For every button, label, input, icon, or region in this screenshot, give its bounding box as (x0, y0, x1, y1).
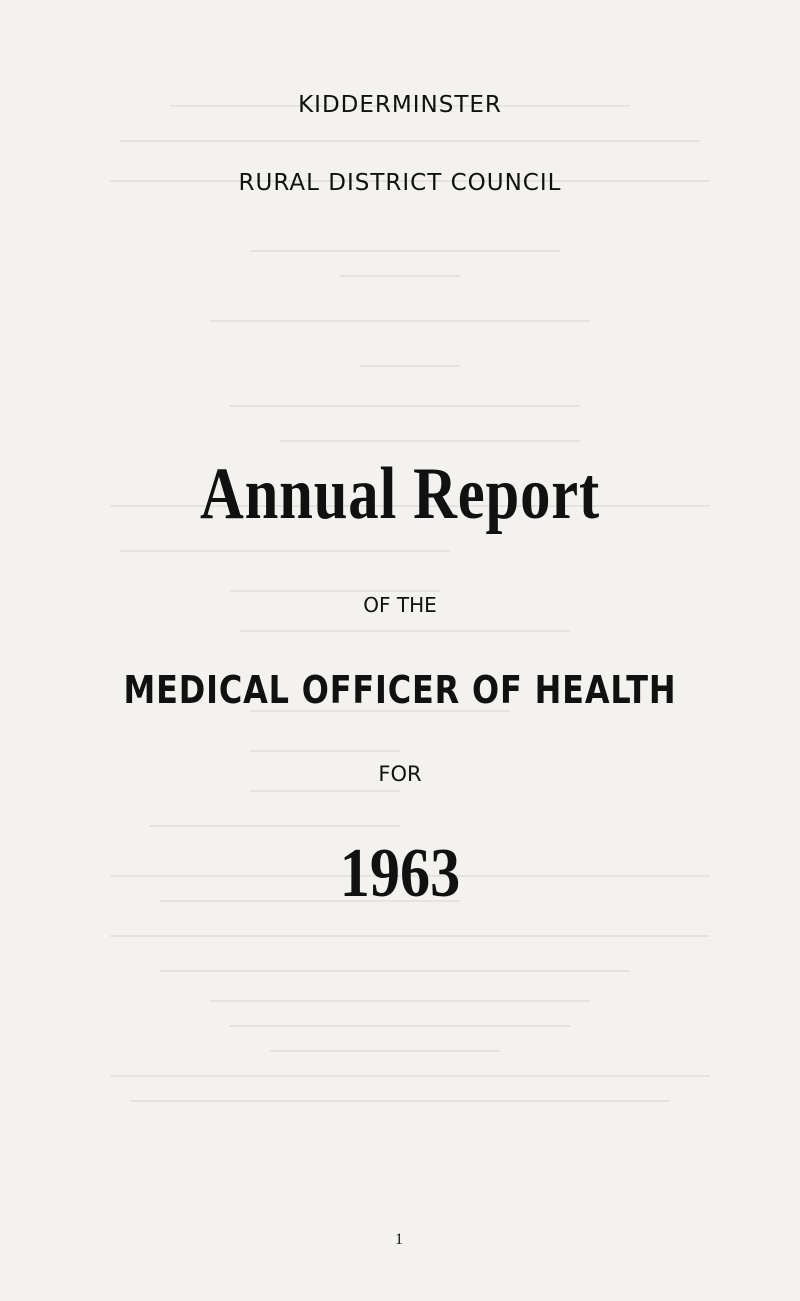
for-label: FOR (378, 762, 422, 786)
council-type: RURAL DISTRICT COUNCIL (238, 170, 562, 196)
council-name: KIDDERMINSTER (298, 92, 502, 118)
report-subject: MEDICAL OFFICER OF HEALTH (123, 668, 677, 712)
report-year: 1963 (339, 835, 461, 912)
title-connector: OF THE (363, 593, 437, 617)
report-title: Annual Report (199, 453, 601, 535)
page-number: 1 (395, 1231, 403, 1248)
